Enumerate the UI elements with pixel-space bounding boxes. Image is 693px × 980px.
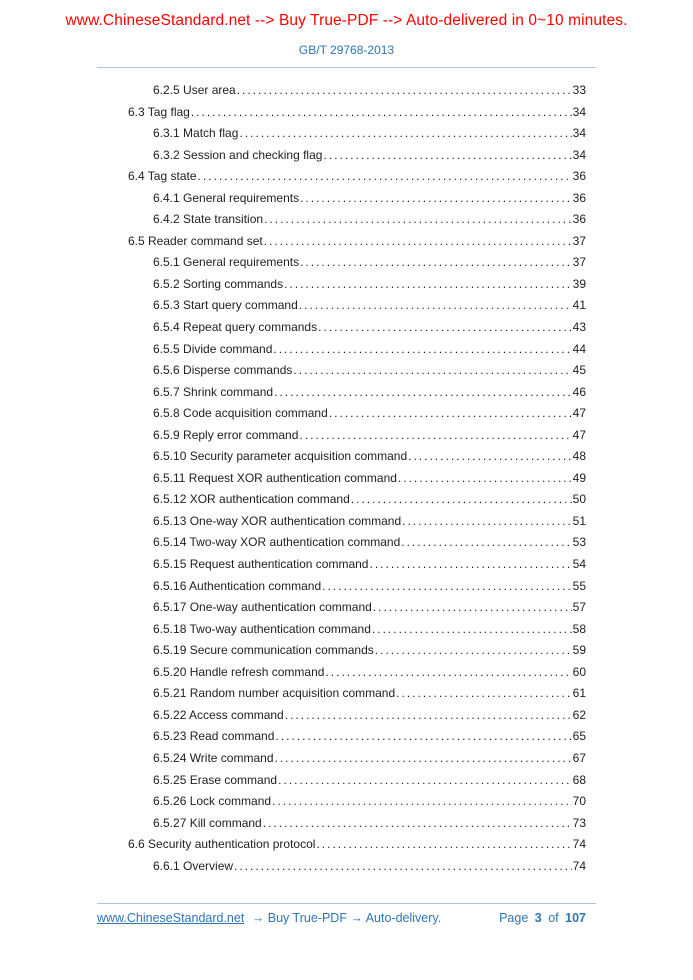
toc-leader-dots — [264, 209, 572, 231]
toc-entry-label: 6.5.4 Repeat query commands — [153, 320, 318, 335]
page-indicator-of: of — [548, 911, 559, 925]
toc-entry — [128, 468, 586, 490]
toc-leader-dots — [263, 813, 572, 835]
toc-entry-label: 6.6 Security authentication protocol — [128, 837, 316, 852]
toc-entry-label: 6.5.19 Secure communication commands — [153, 643, 374, 658]
toc-leader-dots — [408, 446, 572, 468]
toc-entry-page: 36 — [572, 212, 586, 227]
toc-entry — [128, 770, 586, 792]
toc-entry-page: 58 — [572, 621, 586, 636]
toc-entry-label: 6.5.13 One-way XOR authentication command — [153, 513, 402, 528]
toc-entry — [128, 791, 586, 813]
toc-entry — [128, 576, 586, 598]
toc-entry-label: 6.5.12 XOR authentication command — [153, 492, 350, 507]
toc-leader-dots — [373, 597, 572, 619]
toc-list — [128, 80, 586, 877]
toc-leader-dots — [275, 726, 571, 748]
toc-entry-label: 6.5.18 Two-way authentication command — [153, 621, 371, 636]
toc-entry-label: 6.5.14 Two-way XOR authentication command — [153, 535, 401, 550]
toc-entry-label: 6.5.25 Erase command — [153, 772, 278, 787]
toc-entry-page: 48 — [572, 449, 586, 464]
toc-leader-dots — [274, 382, 572, 404]
toc-leader-dots — [300, 252, 572, 274]
toc-leader-dots — [191, 102, 572, 124]
toc-entry-page: 34 — [572, 104, 586, 119]
toc-entry-page: 70 — [572, 794, 586, 809]
toc-entry-label: 6.5.11 Request XOR authentication command — [153, 470, 397, 485]
toc-leader-dots — [401, 532, 571, 554]
toc-entry-page: 74 — [572, 858, 586, 873]
toc-entry-page: 68 — [572, 772, 586, 787]
toc-entry-page: 37 — [572, 255, 586, 270]
toc-entry-label: 6.5 Reader command set — [128, 233, 263, 248]
toc-leader-dots — [278, 770, 572, 792]
toc-leader-dots — [323, 145, 571, 167]
toc-entry — [128, 274, 586, 296]
toc-entry — [128, 403, 586, 425]
toc-entry — [128, 856, 586, 878]
toc-entry — [128, 813, 586, 835]
toc-entry-label: 6.5.15 Request authentication command — [153, 557, 369, 572]
toc-entry — [128, 252, 586, 274]
toc-entry-page: 45 — [572, 363, 586, 378]
toc-entry-label: 6.5.1 General requirements — [153, 255, 300, 270]
toc-entry-label: 6.5.21 Random number acquisition command — [153, 686, 396, 701]
toc-leader-dots — [234, 856, 572, 878]
toc-entry — [128, 834, 586, 856]
toc-entry-label: 6.5.8 Code acquisition command — [153, 406, 328, 421]
toc-entry-label: 6.5.5 Divide command — [153, 341, 273, 356]
toc-entry-page: 51 — [572, 513, 586, 528]
toc-leader-dots — [285, 705, 572, 727]
toc-entry-page: 53 — [572, 535, 586, 550]
toc-entry-page: 73 — [572, 815, 586, 830]
page-footer — [97, 911, 586, 925]
toc-entry-label: 6.5.26 Lock command — [153, 794, 272, 809]
toc-entry — [128, 597, 586, 619]
promo-banner-link[interactable]: www.ChineseStandard.net --> Buy True-PDF --> Auto-delivered in 0~10 minutes. — [65, 12, 628, 29]
toc-leader-dots — [375, 640, 572, 662]
page-indicator-current: 3 — [534, 911, 542, 925]
toc-entry-page: 55 — [572, 578, 586, 593]
toc-entry-page: 54 — [572, 557, 586, 572]
page-indicator-total: 107 — [565, 911, 586, 925]
toc-entry — [128, 339, 586, 361]
toc-leader-dots — [300, 188, 572, 210]
toc-entry-label: 6.4 Tag state — [128, 169, 197, 184]
toc-entry-label: 6.6.1 Overview — [153, 858, 234, 873]
toc-entry — [128, 102, 586, 124]
toc-leader-dots — [325, 662, 571, 684]
toc-entry — [128, 726, 586, 748]
toc-entry — [128, 662, 586, 684]
toc-entry-page: 34 — [572, 126, 586, 141]
toc-entry — [128, 166, 586, 188]
toc-leader-dots — [239, 123, 571, 145]
toc-entry-page: 46 — [572, 384, 586, 399]
toc-entry-page: 74 — [572, 837, 586, 852]
footer-site-link[interactable]: www.ChineseStandard.net — [97, 911, 245, 925]
toc-leader-dots — [299, 295, 572, 317]
toc-entry-page: 47 — [572, 406, 586, 421]
toc-entry-label: 6.5.22 Access command — [153, 707, 284, 722]
toc-leader-dots — [402, 511, 572, 533]
toc-entry-label: 6.5.16 Authentication command — [153, 578, 322, 593]
toc-entry-page: 65 — [572, 729, 586, 744]
toc-leader-dots — [318, 317, 572, 339]
toc-entry-label: 6.3.1 Match flag — [153, 126, 239, 141]
toc-leader-dots — [273, 339, 571, 361]
toc-entry-label: 6.2.5 User area — [153, 83, 236, 97]
toc-leader-dots — [284, 274, 572, 296]
header-divider — [97, 67, 596, 68]
standard-number: GB/T 29768-2013 — [298, 43, 395, 57]
toc-entry — [128, 188, 586, 210]
toc-leader-dots — [396, 683, 572, 705]
toc-entry-page: 67 — [572, 750, 586, 765]
toc-entry-label: 6.5.6 Disperse commands — [153, 363, 293, 378]
toc-leader-dots — [369, 554, 571, 576]
toc-entry-label: 6.5.24 Write command — [153, 750, 274, 765]
toc-entry-page: 34 — [572, 147, 586, 162]
toc-entry-label: 6.5.27 Kill command — [153, 815, 262, 830]
toc-leader-dots — [275, 748, 572, 770]
toc-entry-label: 6.5.10 Security parameter acquisition command — [153, 449, 408, 464]
toc-entry-page: 60 — [572, 664, 586, 679]
toc-entry — [128, 209, 586, 231]
toc-entry-page: 49 — [572, 470, 586, 485]
toc-entry-page: 62 — [572, 707, 586, 722]
toc-entry — [128, 511, 586, 533]
toc-entry-page: 33 — [572, 83, 586, 97]
toc-entry-page: 61 — [572, 686, 586, 701]
page-indicator-label: Page — [499, 911, 529, 925]
toc-entry-page: 39 — [572, 276, 586, 291]
toc-entry-page: 47 — [572, 427, 586, 442]
toc-entry-page: 57 — [572, 600, 586, 615]
toc-entry-label: 6.5.3 Start query command — [153, 298, 298, 313]
toc-leader-dots — [351, 489, 572, 511]
toc-entry — [128, 748, 586, 770]
toc-entry — [128, 683, 586, 705]
toc-entry-page: 59 — [572, 643, 586, 658]
toc-entry-label: 6.5.7 Shrink command — [153, 384, 274, 399]
toc-entry — [128, 425, 586, 447]
toc-entry — [128, 360, 586, 382]
toc-leader-dots — [322, 576, 572, 598]
footer-left — [97, 911, 441, 925]
toc-leader-dots — [316, 834, 571, 856]
toc-entry-label: 6.3 Tag flag — [128, 104, 190, 119]
toc-entry — [128, 317, 586, 339]
toc-leader-dots — [198, 166, 572, 188]
toc-entry-label: 6.5.17 One-way authentication command — [153, 600, 372, 615]
toc-entry-page: 50 — [572, 492, 586, 507]
page-indicator — [496, 911, 586, 925]
toc-entry — [128, 145, 586, 167]
toc-leader-dots — [264, 231, 572, 253]
toc-leader-dots — [299, 425, 571, 447]
toc-leader-dots — [329, 403, 572, 425]
footer-tagline: → Buy True-PDF → Auto-delivery. — [251, 911, 442, 925]
toc-entry — [128, 532, 586, 554]
footer-divider — [97, 903, 596, 904]
toc-entry — [128, 489, 586, 511]
toc-entry-label: 6.5.9 Reply error command — [153, 427, 299, 442]
toc-entry-label: 6.5.23 Read command — [153, 729, 275, 744]
toc-entry — [128, 80, 586, 102]
toc-entry-page: 36 — [572, 190, 586, 205]
toc-entry-page: 36 — [572, 169, 586, 184]
toc-leader-dots — [398, 468, 572, 490]
toc-entry — [128, 640, 586, 662]
toc-entry-page: 41 — [572, 298, 586, 313]
toc-leader-dots — [237, 80, 572, 102]
toc-entry — [128, 446, 586, 468]
toc-entry — [128, 705, 586, 727]
toc-leader-dots — [272, 791, 572, 813]
toc-entry-page: 37 — [572, 233, 586, 248]
toc-entry-label: 6.5.20 Handle refresh command — [153, 664, 325, 679]
toc-entry-label: 6.5.2 Sorting commands — [153, 276, 284, 291]
toc-entry — [128, 554, 586, 576]
toc-entry-label: 6.3.2 Session and checking flag — [153, 147, 323, 162]
toc-entry — [128, 382, 586, 404]
toc-entry — [128, 619, 586, 641]
toc-entry-page: 43 — [572, 320, 586, 335]
toc-entry-page: 44 — [572, 341, 586, 356]
toc-leader-dots — [372, 619, 572, 641]
toc-entry-label: 6.4.1 General requirements — [153, 190, 300, 205]
toc-entry — [128, 231, 586, 253]
toc-entry — [128, 123, 586, 145]
toc-entry — [128, 295, 586, 317]
toc-entry-label: 6.4.2 State transition — [153, 212, 264, 227]
toc-leader-dots — [293, 360, 571, 382]
